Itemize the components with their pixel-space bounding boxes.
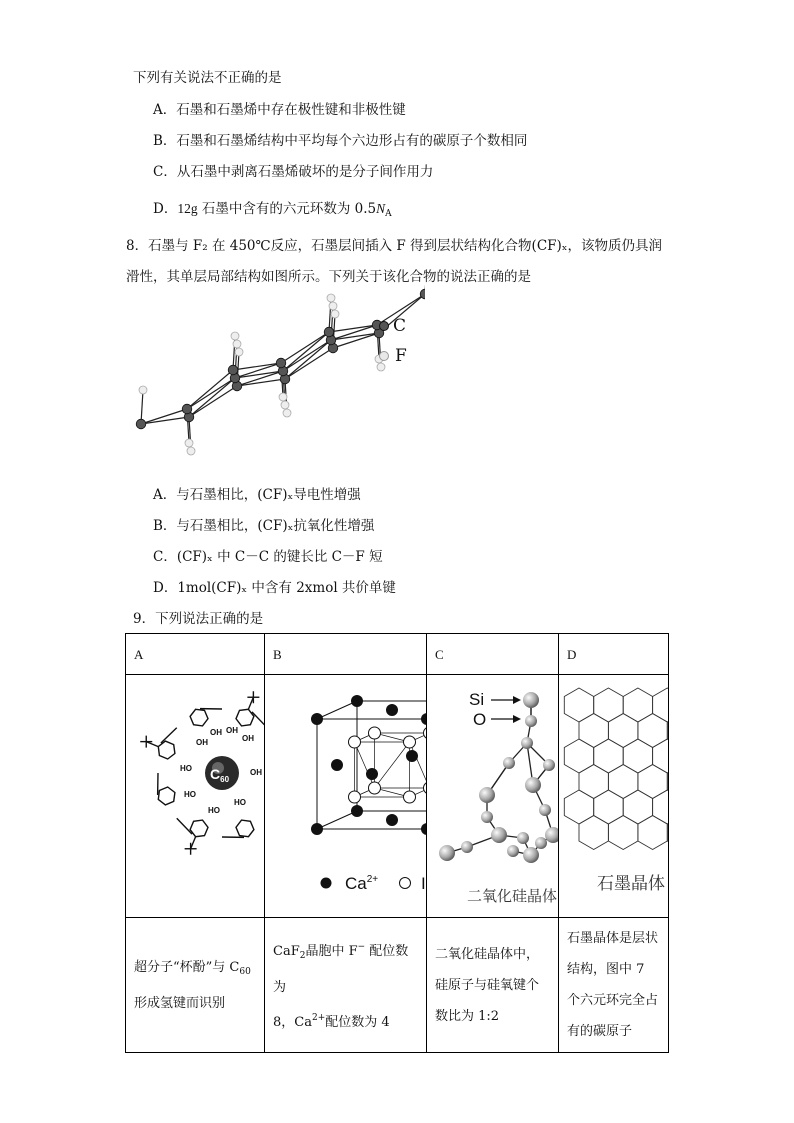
q8-option-a: A．与石墨相比，(CF)ₓ导电性增强 [153, 487, 361, 503]
q7-option-a: A．石墨和石墨烯中存在极性键和非极性键 [153, 102, 406, 118]
q7-option-d-na: N [376, 201, 386, 216]
text-cell-c [427, 918, 559, 1053]
cell-b-sup: − [357, 942, 366, 952]
q7-option-d-prefix: D． [153, 201, 178, 217]
cell-b-text-1c: 配位数为 [273, 944, 409, 995]
header-cell-c: C [427, 634, 559, 675]
o-label: O [473, 710, 487, 729]
cell-a-text-1: 超分子“杯酚”与 C [134, 959, 240, 975]
cell-d-text: 石墨晶体是层状结构，图中 7 个六元环完全占有的碳原子 [567, 931, 659, 1039]
image-cell-a [126, 675, 265, 918]
q8-option-d: D．1mol(CF)ₓ 中含有 2xmol 共价单键 [153, 580, 396, 596]
image-cell-c [427, 675, 559, 918]
q7-option-d [153, 197, 392, 219]
cell-b-text-2b: 配位数为 4 [325, 1015, 390, 1030]
header-cell-d: D [559, 634, 669, 675]
q7-stem: 下列有关说法不正确的是 [133, 70, 282, 86]
cell-b-sub: 2 [299, 951, 306, 961]
text-cell-d [559, 918, 669, 1053]
q7-option-d-na-sub: A [385, 209, 392, 219]
cell-b-text-1b: 晶胞中 F [305, 944, 358, 959]
c60-label: $C_{60}$ [210, 766, 230, 784]
q9-stem: 9．下列说法正确的是 [133, 611, 264, 627]
caf2-crystal-cell-image [265, 675, 427, 905]
oh-label: OH [196, 738, 208, 747]
ho-label: HO [180, 764, 192, 773]
text-cell-b [265, 918, 427, 1053]
calixarene-c60-image [126, 675, 265, 905]
cf-structure-diagram [125, 285, 425, 480]
cell-b-sup-2: 2+ [311, 1013, 326, 1023]
q8-stem-line2: 滑性，其单层局部结构如图所示。下列关于该化合物的说法正确的是 [126, 269, 531, 285]
graphite-caption: 石墨晶体 [597, 874, 665, 894]
q7-option-d-text: 石墨中含有的六元环数为 0.5 [197, 201, 377, 217]
oh-label: OH [226, 726, 238, 735]
image-cell-b [265, 675, 427, 918]
f-legend-label: I [421, 874, 426, 893]
q8-option-b: B．与石墨相比，(CF)ₓ抗氧化性增强 [153, 518, 375, 534]
header-cell-a: A [126, 634, 265, 675]
q8-option-c: C．(CF)ₓ 中 C－C 的键长比 C－F 短 [153, 549, 383, 565]
ho-label: HO [184, 790, 196, 799]
sio2-caption: 二氧化硅晶体 [467, 887, 558, 905]
cell-a-text-2: 形成氢键而识别 [134, 995, 226, 1011]
oh-label: OH [210, 728, 222, 737]
legend-f-atom-icon [378, 350, 390, 362]
q7-option-d-mass: 12g [177, 201, 198, 216]
text-cell-a [126, 918, 265, 1053]
q8-stem-line1: 8．石墨与 F₂ 在 450℃反应，石墨层间插入 F 得到层状结构化合物(CF)ₓ，该物质仍具润 [126, 238, 663, 254]
cell-c-text: 二氧化硅晶体中，硅原子与硅氧键个数比为 1:2 [435, 946, 540, 1024]
q9-options-table [125, 633, 669, 1053]
image-cell-d [559, 675, 669, 918]
q7-option-b: B．石墨和石墨烯结构中平均每个六边形占有的碳原子个数相同 [153, 133, 528, 149]
q7-option-c: C．从石墨中剥离石墨烯破坏的是分子间作用力 [153, 164, 434, 180]
legend-c-label: C [393, 316, 407, 336]
ca-legend-label: $Ca^{2+}$ [345, 874, 379, 893]
ho-label: HO [234, 798, 246, 807]
cell-b-text-1a: CaF [273, 944, 300, 959]
cell-a-sub: 60 [239, 966, 251, 977]
cell-b-text-2a: 8，Ca [273, 1015, 312, 1030]
oh-label: OH [242, 734, 254, 743]
header-cell-b: B [265, 634, 427, 675]
legend-c-atom-icon [378, 320, 390, 332]
legend-f-label: F [395, 346, 407, 366]
graphite-hexagon-image [559, 675, 669, 905]
sio2-crystal-image [427, 675, 559, 905]
si-label: Si [469, 690, 485, 709]
ho-label: HO [208, 806, 220, 815]
oh-label: OH [250, 768, 262, 777]
